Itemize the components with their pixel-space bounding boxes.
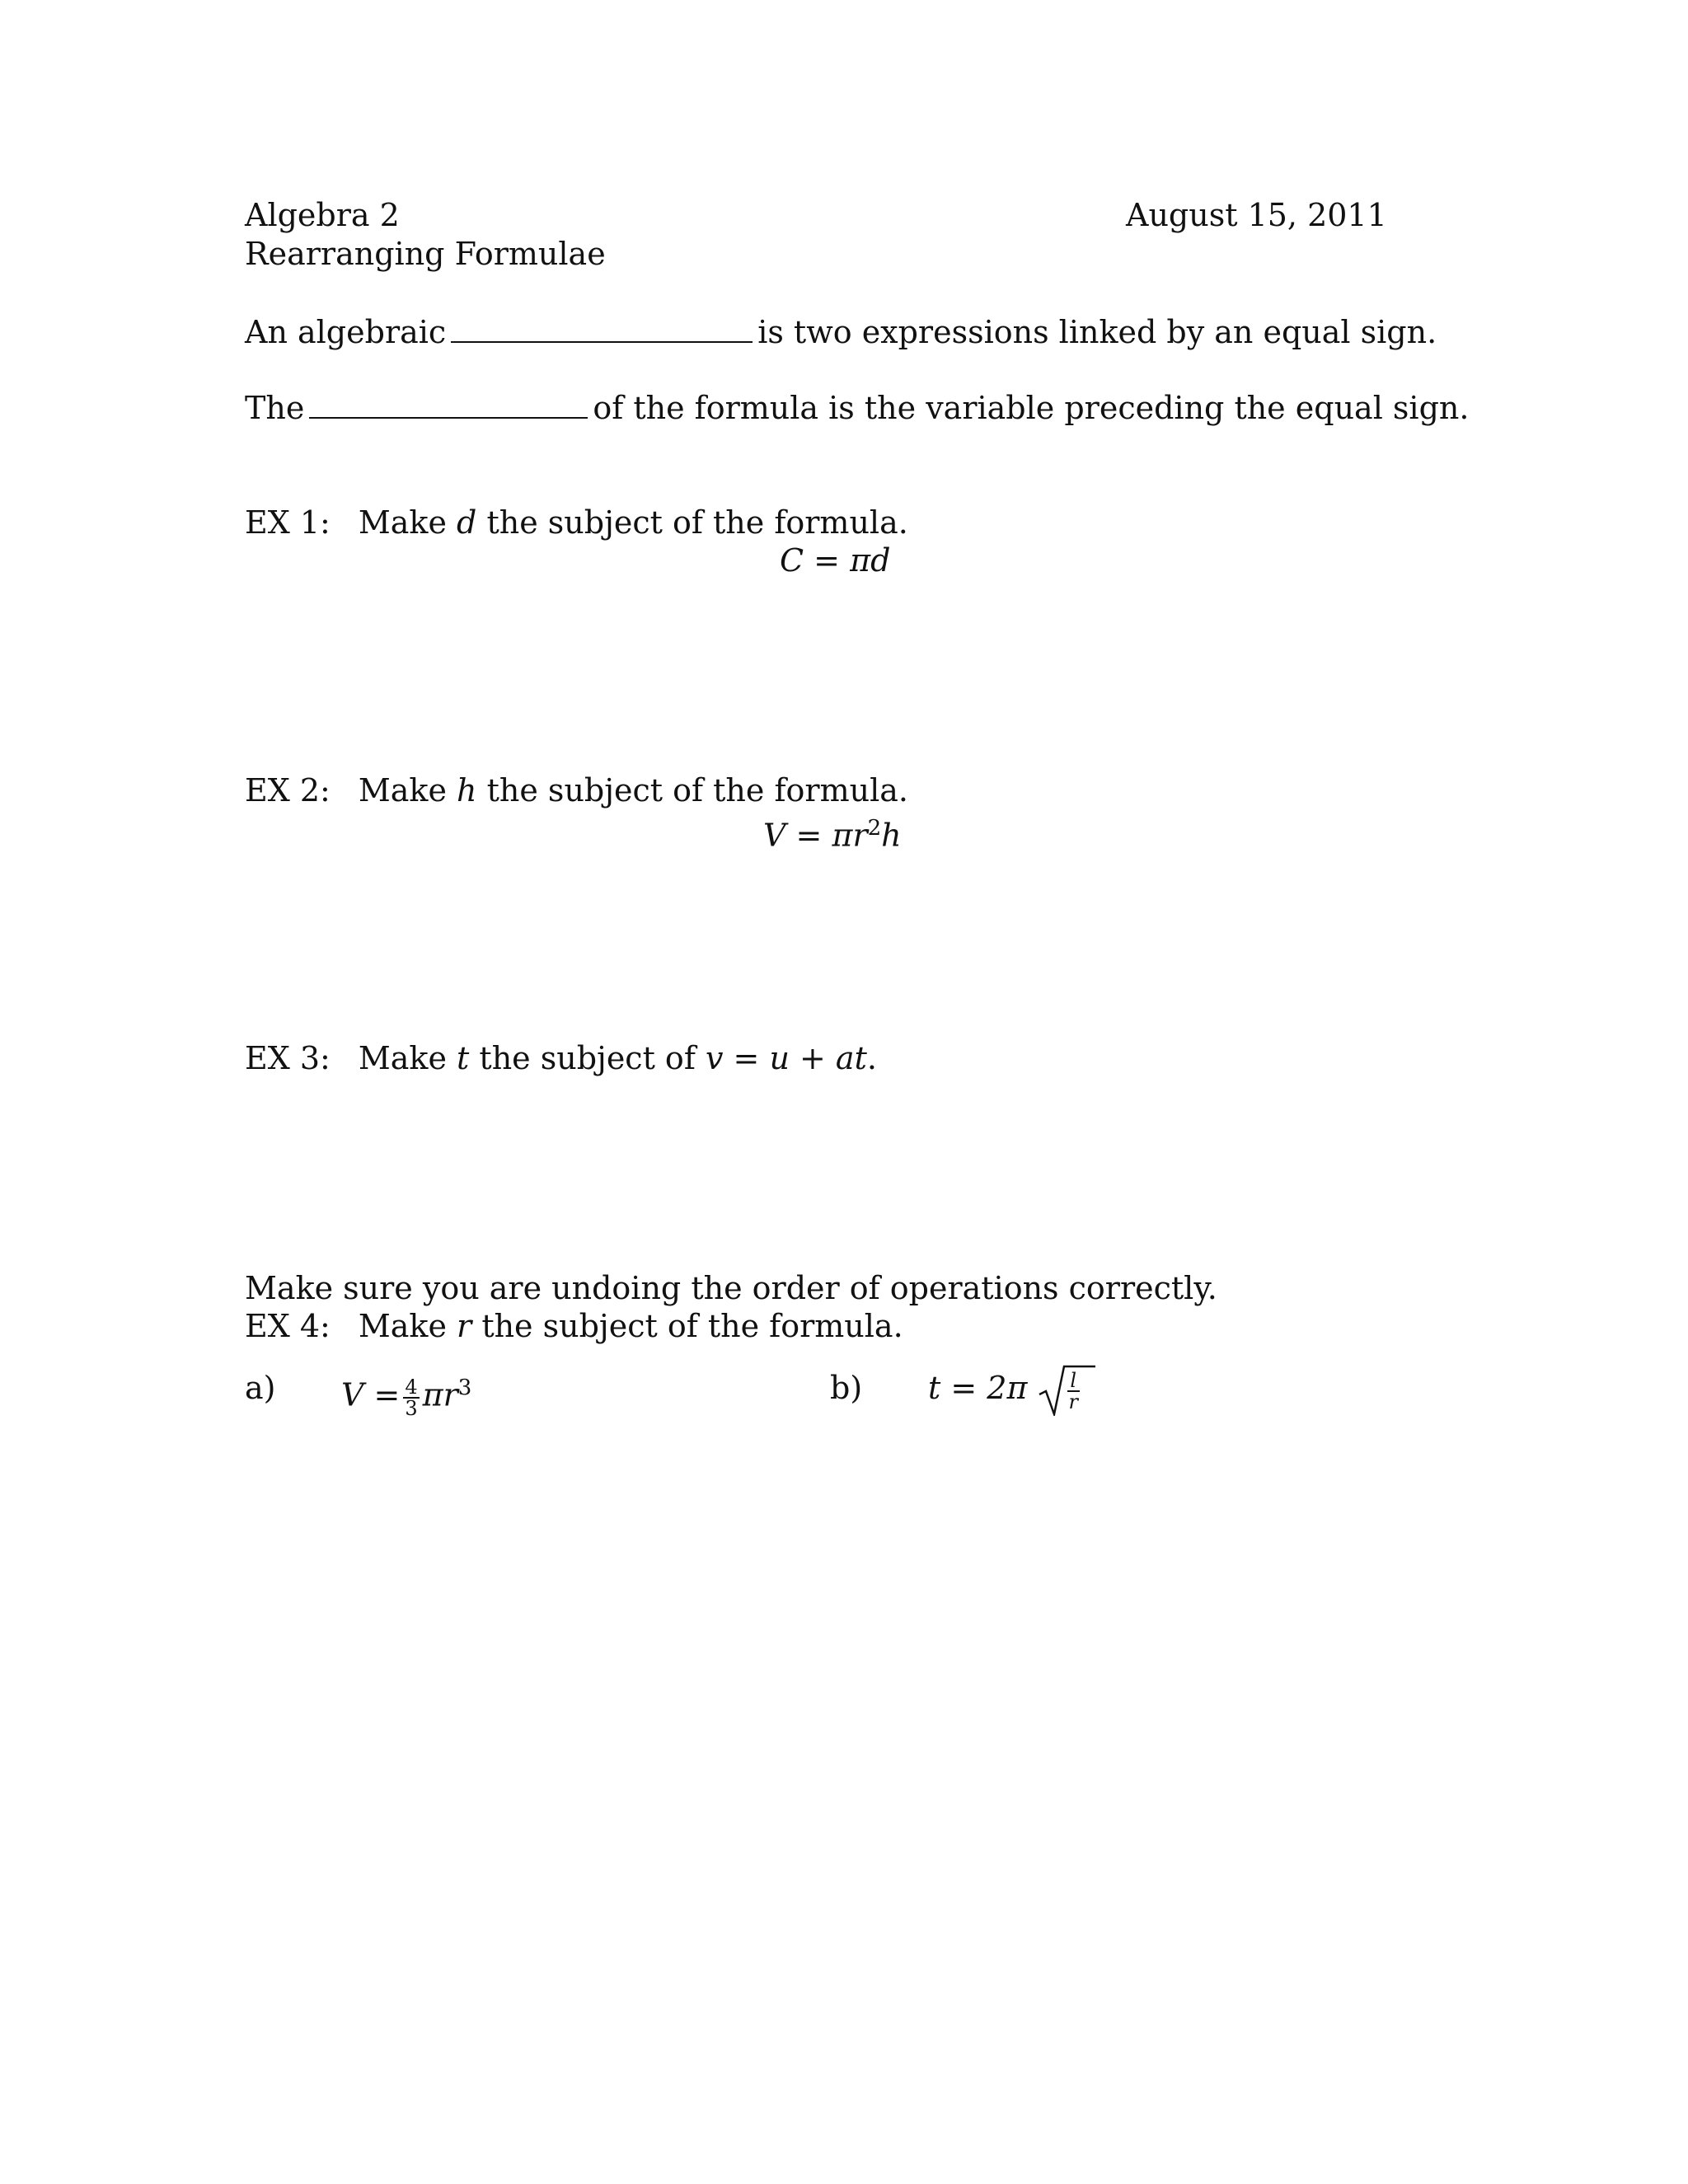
example-2-prompt [245, 771, 908, 809]
course-title: Algebra 2 [245, 197, 400, 233]
part-a-formula [341, 1369, 472, 1421]
example-4-prompt [245, 1307, 903, 1345]
example-2-formula [763, 809, 902, 855]
example-1-text: the subject of the formula. [486, 504, 908, 541]
example-3-prompt [245, 1039, 877, 1077]
part-a-exponent: 3 [457, 1376, 472, 1400]
example-2-make: Make [358, 772, 447, 808]
example-3-text: the subject of [479, 1040, 696, 1076]
part-b-formula [928, 1369, 1083, 1412]
example-1-lhs: C [780, 542, 804, 579]
definition-equation [245, 313, 1437, 351]
example-1-eq: = [814, 542, 841, 579]
example-1-label: EX 1: [245, 504, 331, 541]
part-b-label: b) [830, 1370, 863, 1406]
definition-2-before: The [245, 390, 305, 426]
example-2-variable: h [457, 772, 477, 808]
part-b-numerator: l [1067, 1371, 1080, 1392]
example-1-variable: d [457, 504, 477, 541]
example-1-prompt [245, 504, 908, 541]
part-a-denominator: 3 [405, 1397, 418, 1421]
example-3-period: . [866, 1040, 877, 1076]
definition-1-before: An algebraic [245, 314, 447, 350]
definition-1-after: is two expressions linked by an equal sign. [757, 314, 1437, 350]
topic-title: Rearranging Formulae [245, 236, 606, 272]
part-a-rhs: πr [422, 1376, 458, 1413]
example-3-formula: v = u + at [705, 1040, 867, 1076]
example-1-formula [780, 541, 890, 579]
part-b-denominator: r [1068, 1390, 1078, 1414]
example-2-text: the subject of the formula. [486, 772, 908, 808]
example-4-variable: r [457, 1308, 472, 1344]
example-2-exponent: 2 [867, 816, 882, 841]
example-2-rhs-a: πr [832, 817, 868, 854]
part-a-fraction [403, 1376, 419, 1421]
part-a-lhs: V = [341, 1376, 401, 1413]
example-2-label: EX 2: [245, 772, 331, 808]
definition-1-blank [451, 313, 753, 343]
example-3-make: Make [358, 1040, 447, 1076]
example-2-lhs: V [763, 817, 786, 854]
part-a-label: a) [245, 1370, 276, 1406]
example-4-label: EX 4: [245, 1308, 331, 1344]
example-1-rhs: πd [850, 542, 891, 579]
example-3-variable: t [457, 1040, 470, 1076]
order-of-operations-note: Make sure you are undoing the order of operations correctly. [245, 1270, 1217, 1306]
example-4-make: Make [358, 1308, 447, 1344]
square-root-sign-icon [1038, 1363, 1095, 1416]
example-3-label: EX 3: [245, 1040, 331, 1076]
definition-2-after: of the formula is the variable preceding the equal sign. [593, 390, 1470, 426]
part-b-square-root [1038, 1370, 1083, 1413]
definition-subject [245, 389, 1469, 427]
example-1-make: Make [358, 504, 447, 541]
example-2-eq: = [795, 817, 823, 854]
part-b-lhs: t = 2π [928, 1370, 1028, 1406]
date: August 15, 2011 [1126, 197, 1387, 233]
example-4-text: the subject of the formula. [481, 1308, 903, 1344]
example-2-rhs-b: h [881, 817, 902, 854]
part-a-numerator: 4 [405, 1376, 418, 1399]
definition-2-blank [309, 389, 588, 419]
